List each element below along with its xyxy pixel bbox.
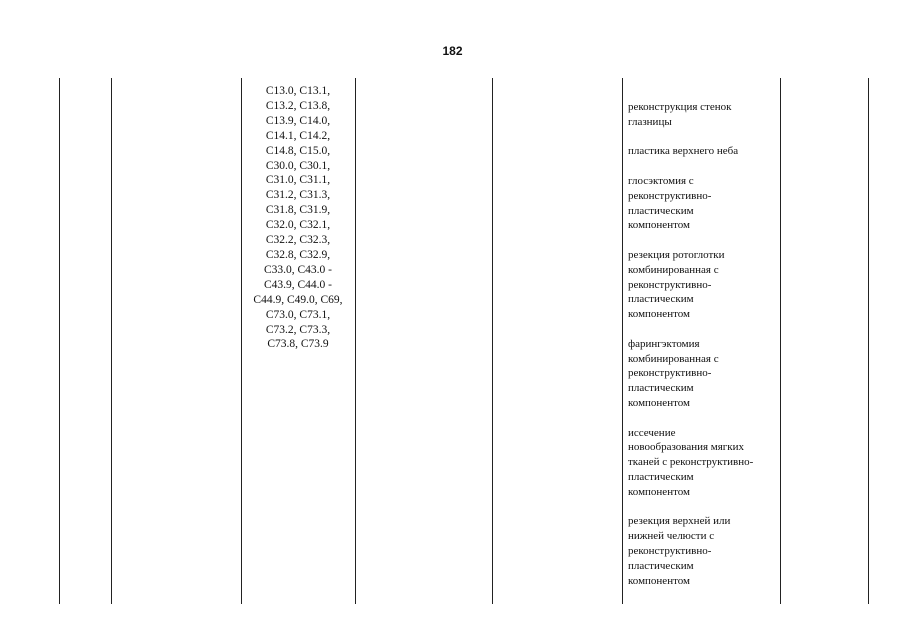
column-rule — [355, 78, 356, 604]
code-line: C33.0, C43.0 - — [263, 263, 333, 276]
code-line: C14.8, C15.0, — [265, 144, 331, 157]
code-line: C30.0, C30.1, — [265, 159, 331, 172]
code-line: C13.2, C13.8, — [265, 99, 331, 112]
table — [0, 78, 905, 604]
column-rule — [59, 78, 60, 604]
procedure-item: резекция верхней или нижней челюсти с реконструктивно- пластическим компонентом — [628, 515, 731, 587]
code-line: C73.2, C73.3, — [265, 323, 331, 336]
code-line: C31.8, C31.9, — [265, 204, 331, 217]
column-rule — [111, 78, 112, 604]
code-line: C13.0, C13.1, — [265, 85, 331, 97]
column-rule — [622, 78, 623, 604]
procedure-item: резекция ротоглотки комбинированная с реконструктивно- пластическим компонентом — [628, 248, 725, 321]
code-line: C13.9, C14.0, — [265, 114, 331, 127]
procedure-item: реконструкция стенок глазницы — [628, 101, 732, 128]
code-line: C73.8, C73.9 — [267, 338, 329, 351]
code-line: C73.0, C73.1, — [265, 308, 331, 321]
code-line: C43.9, C44.0 - — [263, 278, 333, 291]
page-number: 182 — [442, 44, 463, 58]
procedures-cell — [628, 100, 788, 603]
diagnosis-codes-cell — [241, 84, 355, 352]
code-line: C44.9, C49.0, C69, — [253, 293, 343, 306]
code-line: C32.8, C32.9, — [265, 248, 331, 261]
code-line: C31.2, C31.3, — [265, 189, 331, 202]
procedure-item: глосэктомия с реконструктивно- пластическим компонентом — [628, 174, 712, 232]
column-rule — [492, 78, 493, 604]
code-line: C32.0, C32.1, — [265, 219, 331, 232]
column-rule — [868, 78, 869, 604]
code-line: C31.0, C31.1, — [265, 174, 331, 187]
procedure-item: иссечение новообразования мягких тканей с реконструктивно- пластическим компонентом — [628, 426, 754, 498]
code-line: C32.2, C32.3, — [265, 234, 331, 247]
code-line: C14.1, C14.2, — [265, 129, 331, 142]
procedure-item: пластика верхнего неба — [628, 145, 739, 158]
procedure-item: фарингэктомия комбинированная с реконструктивно- пластическим компонентом — [628, 337, 719, 409]
